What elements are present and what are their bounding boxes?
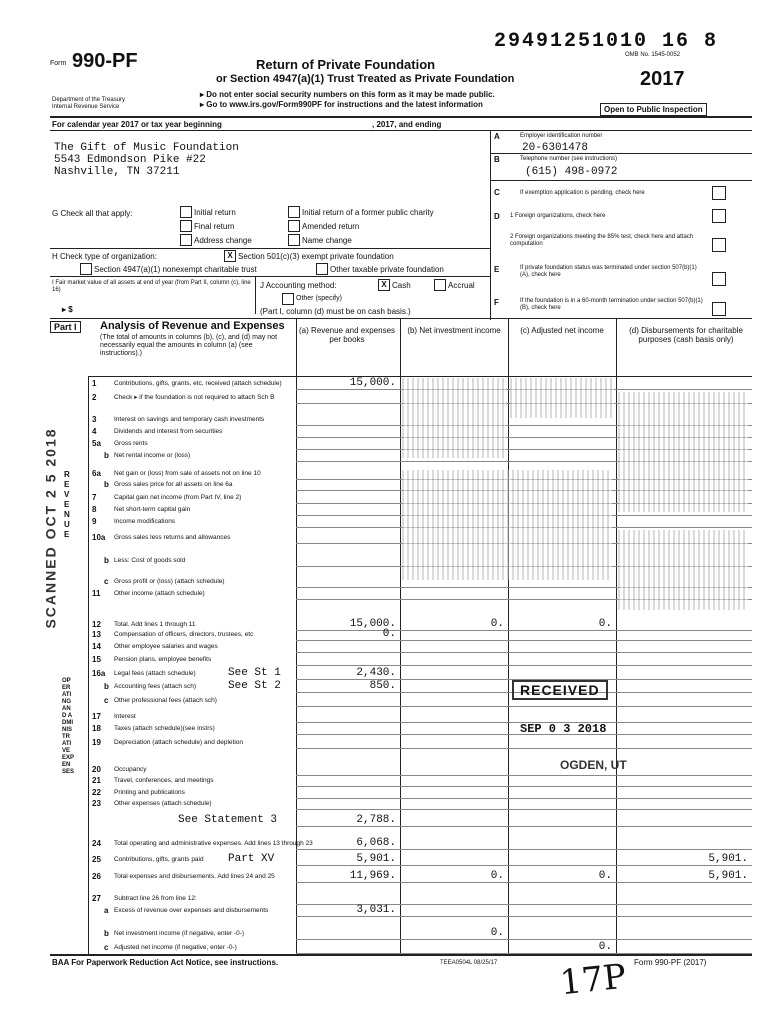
line-label: Legal fees (attach schedule) <box>114 670 196 677</box>
line-label: Subtract line 26 from line 12: <box>114 895 197 902</box>
line-number: 6a <box>92 469 101 478</box>
line-col-d-value[interactable]: 5,901. <box>708 870 748 882</box>
row-rule <box>296 775 752 776</box>
form-title: Return of Private Foundation <box>256 57 436 72</box>
line-label: Contributions, gifts, grants paid <box>114 856 204 863</box>
line-label: Income modifications <box>114 518 176 525</box>
expenses-side-label: OPERATING AND ADMINISTRATIVE EXPENSES <box>62 678 75 775</box>
shaded-cell <box>402 470 612 580</box>
row-rule <box>296 640 752 641</box>
section-h-label: H Check type of organization: <box>52 252 157 261</box>
line-label: Depreciation (attach schedule) and depletion <box>114 739 244 746</box>
4947-checkbox[interactable] <box>80 263 92 275</box>
foreign-85-label: 2 Foreign organizations meeting the 85% test, check here and attach computation <box>510 234 694 247</box>
other-method-label: Other (specify) <box>296 295 342 302</box>
initial-return-checkbox[interactable] <box>180 206 192 218</box>
line-number: 4 <box>92 427 97 436</box>
line-number: b <box>104 929 109 938</box>
line-number: 27 <box>92 894 101 903</box>
line-label: Pension plans, employee benefits <box>114 656 212 663</box>
col-a-header: (a) Revenue and expenses per books <box>298 326 396 344</box>
line-label: Total operating and administrative expenses. Add lines 13 through 23 <box>114 840 313 847</box>
line-label: Gross rents <box>114 440 148 447</box>
line-label: Contributions, gifts, grants, etc, received (attach schedule) <box>114 380 282 387</box>
line-label: Occupancy <box>114 766 147 773</box>
line-col-a-value[interactable]: 6,068. <box>356 837 396 849</box>
ssn-note: ▸ Do not enter social security numbers on this form as it may be made public. <box>200 90 495 99</box>
line-label: Compensation of officers, directors, trustees, etc <box>114 631 254 638</box>
501c3-label: Section 501(c)(3) exempt private foundation <box>238 252 394 261</box>
address-change-label: Address change <box>194 236 252 245</box>
org-address: 5543 Edmondson Pike #22 <box>54 154 206 166</box>
line-label: Other employee salaries and wages <box>114 643 218 650</box>
row-rule <box>296 916 752 917</box>
line-number: 26 <box>92 872 101 881</box>
tax-year: 2017 <box>640 68 685 90</box>
row-rule <box>296 953 752 954</box>
line-number: b <box>104 682 109 691</box>
501c3-checkbox[interactable]: X <box>224 250 236 262</box>
line-number: 20 <box>92 765 101 774</box>
line-col-c-value[interactable]: 0. <box>598 941 612 953</box>
revenue-side-label: REVENUE <box>64 470 70 539</box>
line-label: Dividends and interest from securities <box>114 428 223 435</box>
row-rule <box>296 748 752 749</box>
part1-tag: Part I <box>50 321 81 333</box>
form-number: 990-PF <box>72 50 138 72</box>
row-rule <box>296 849 752 850</box>
final-return-checkbox[interactable] <box>180 220 192 232</box>
terminated-label: If private foundation status was terminated under section 507(b)(1)(A), check here <box>520 265 697 278</box>
line-col-a-value[interactable]: 2,788. <box>356 814 396 826</box>
cash-method-checkbox[interactable]: X <box>378 279 390 291</box>
line-label: Gross sales price for all assets on line 6a <box>114 481 233 488</box>
col-c-header: (c) Adjusted net income <box>520 326 604 335</box>
line-label: Accounting fees (attach sch) <box>114 683 197 690</box>
line-col-b-value[interactable]: 0. <box>490 618 504 630</box>
line-number: a <box>104 906 109 915</box>
line-label: Excess of revenue over expenses and disbursements <box>114 907 269 914</box>
line-col-a-value[interactable]: 0. <box>382 628 396 640</box>
shaded-cell <box>510 378 614 418</box>
line-label: Gross profit or (loss) (attach schedule) <box>114 578 225 585</box>
received-stamp: RECEIVED <box>512 680 608 700</box>
line-number: 10a <box>92 533 106 542</box>
line-label: Other income (attach schedule) <box>114 590 205 597</box>
line-label: Gross sales less returns and allowances <box>114 534 231 541</box>
row-rule <box>296 882 752 883</box>
line-col-c-value[interactable]: 0. <box>598 618 612 630</box>
line-number: 18 <box>92 724 101 733</box>
row-rule <box>296 786 752 787</box>
org-name: The Gift of Music Foundation <box>54 142 239 154</box>
line-col-a-value[interactable]: 11,969. <box>349 870 396 882</box>
line-label: Less: Cost of goods sold <box>114 557 186 564</box>
line-label: Net investment income (if negative, enter -0-) <box>114 930 245 937</box>
line-label: Total expenses and disbursements. Add lines 24 and 25 <box>114 873 275 880</box>
other-taxable-label: Other taxable private foundation <box>330 265 444 274</box>
line-number: 2 <box>92 393 97 402</box>
line-col-b-value[interactable]: 0. <box>490 870 504 882</box>
line-col-a-value[interactable]: 2,430. <box>356 667 396 679</box>
baa-notice: BAA For Paperwork Reduction Act Notice, see instructions. <box>52 958 279 967</box>
form-prefix: Form <box>50 60 67 67</box>
header-rule <box>50 116 752 118</box>
exemption-pending-label: If exemption application is pending, check here <box>520 190 645 196</box>
fmv-dollar: ▸ $ <box>62 305 73 314</box>
amended-return-label: Amended return <box>302 222 360 231</box>
shaded-cell <box>618 530 748 610</box>
line-number: b <box>104 480 109 489</box>
line-label: Capital gain net income (from Part IV, line 2) <box>114 494 242 501</box>
line-number: 22 <box>92 788 101 797</box>
final-return-label: Final return <box>194 222 235 231</box>
4947-label: Section 4947(a)(1) nonexempt charitable trust <box>94 265 257 274</box>
line-statement-note: See St 1 <box>228 667 281 679</box>
line-col-a-value[interactable]: 850. <box>369 680 396 692</box>
line-label: Taxes (attach schedule)(see instrs) <box>114 725 215 732</box>
row-rule <box>296 865 752 866</box>
name-change-label: Name change <box>302 236 352 245</box>
calendar-year-label: For calendar year 2017 or tax year beginning <box>52 120 222 129</box>
website-note: ▸ Go to www.irs.gov/Form990PF for instructions and the latest information <box>200 100 483 109</box>
sixty-month-checkbox[interactable] <box>712 302 726 316</box>
line-number: c <box>104 577 109 586</box>
footer-form-name: Form 990-PF (2017) <box>634 958 707 967</box>
line-col-d-value[interactable]: 5,901. <box>708 853 748 865</box>
line-number: 14 <box>92 642 101 651</box>
accrual-method-label: Accrual <box>448 281 475 290</box>
ogden-stamp: OGDEN, UT <box>560 758 627 772</box>
former-charity-checkbox[interactable] <box>288 206 300 218</box>
line-label: Other expenses (attach schedule) <box>114 800 212 807</box>
line-number: 12 <box>92 620 101 629</box>
address-change-checkbox[interactable] <box>180 234 192 246</box>
row-rule <box>296 706 752 707</box>
line-label: Total. Add lines 1 through 11 <box>114 621 196 628</box>
amended-return-checkbox[interactable] <box>288 220 300 232</box>
line-number: 3 <box>92 415 97 424</box>
line-label: Interest on savings and temporary cash investments <box>114 416 265 423</box>
other-method-checkbox[interactable] <box>282 293 294 305</box>
cash-basis-note: (Part I, column (d) must be on cash basis.) <box>260 307 411 316</box>
line-number: 17 <box>92 712 101 721</box>
open-inspection-label: Open to Public Inspection <box>600 103 707 116</box>
line-label: Adjusted net income (if negative, enter -0-) <box>114 944 237 951</box>
section-j-label: J Accounting method: <box>260 281 337 290</box>
line-number: 1 <box>92 379 97 388</box>
line-number: b <box>104 451 109 460</box>
terminated-checkbox[interactable] <box>712 272 726 286</box>
line-col-a-value[interactable]: 15,000. <box>349 618 396 630</box>
department-label: Department of the Treasury <box>52 97 126 103</box>
foreign-85-checkbox[interactable] <box>712 238 726 252</box>
line-number: 13 <box>92 630 101 639</box>
part1-title: Analysis of Revenue and Expenses <box>100 320 285 332</box>
col-d-header: (d) Disbursements for charitable purposes (cash basis only) <box>629 326 743 344</box>
foreign-org-checkbox[interactable] <box>712 209 726 223</box>
line-number: c <box>104 943 109 952</box>
line-label: Check ▸ if the foundation is not required to attach Sch B <box>114 394 275 401</box>
line-number: 5a <box>92 439 101 448</box>
calendar-year-ending: , 2017, and ending <box>372 120 442 129</box>
dln-number: 29491251010 16 8 <box>494 30 719 53</box>
line-number: 15 <box>92 655 101 664</box>
row-rule <box>296 826 752 827</box>
line-col-a-value[interactable]: 5,901. <box>356 853 396 865</box>
line-label: Printing and publications <box>114 789 185 796</box>
line-label: Other professional fees (attach sch) <box>114 697 217 704</box>
initial-return-label: Initial return <box>194 208 236 217</box>
row-rule <box>296 665 752 666</box>
line-col-a-value[interactable]: 15,000. <box>349 377 396 389</box>
name-change-checkbox[interactable] <box>288 234 300 246</box>
received-date-stamp: SEP 0 3 2018 <box>520 722 607 736</box>
handwritten-mark: 17P <box>558 956 629 1004</box>
shaded-cell <box>402 378 506 458</box>
accrual-method-checkbox[interactable] <box>434 279 446 291</box>
line-col-a-value[interactable]: 3,031. <box>356 904 396 916</box>
other-taxable-checkbox[interactable] <box>316 263 328 275</box>
part1-description: (The total of amounts in columns (b), (c), and (d) may not necessarily equal the amounts in column (a) (see instructions).) <box>100 334 278 357</box>
ein-label: Employer identification number <box>520 133 603 139</box>
line-number: 19 <box>92 738 101 747</box>
line-number: 23 <box>92 799 101 808</box>
line-statement-note: Part XV <box>228 853 275 865</box>
scanned-stamp: SCANNED OCT 2 5 2018 <box>42 427 59 629</box>
line-number: 24 <box>92 839 101 848</box>
line-number: c <box>104 696 109 705</box>
former-charity-label: Initial return of a former public charity <box>302 208 434 217</box>
form-subtitle: or Section 4947(a)(1) Trust Treated as Private Foundation <box>216 73 515 85</box>
line-col-b-value[interactable]: 0. <box>490 927 504 939</box>
col-b-header: (b) Net investment income <box>407 326 501 335</box>
line-number: 25 <box>92 855 101 864</box>
foreign-org-label: 1 Foreign organizations, check here <box>510 213 606 219</box>
line-statement-note: See Statement 3 <box>178 814 278 826</box>
row-rule <box>296 809 752 810</box>
section-i-label: I Fair market value of all assets at end of year (from Part II, column (c), line 16) <box>52 280 251 293</box>
form-code: TEEA0504L 08/25/17 <box>440 960 498 966</box>
line-statement-note: See St 2 <box>228 680 281 692</box>
row-rule <box>296 939 752 940</box>
line-number: 16a <box>92 669 106 678</box>
line-number: 8 <box>92 505 97 514</box>
line-number: 9 <box>92 517 97 526</box>
line-label: Net short-term capital gain <box>114 506 191 513</box>
line-number: 7 <box>92 493 97 502</box>
line-label: Interest <box>114 713 136 720</box>
sixty-month-label: If the foundation is in a 60-month termination under section 507(b)(1)(B), check here <box>520 298 703 311</box>
exemption-pending-checkbox[interactable] <box>712 186 726 200</box>
line-label: Travel, conferences, and meetings <box>114 777 214 784</box>
org-city: Nashville, TN 37211 <box>54 166 180 178</box>
cash-method-label: Cash <box>392 281 411 290</box>
line-col-c-value[interactable]: 0. <box>598 870 612 882</box>
line-number: 11 <box>92 589 101 598</box>
line-label: Net gain or (loss) from sale of assets not on line 10 <box>114 470 261 477</box>
phone-value: (615) 498-0972 <box>525 166 618 178</box>
shaded-cell <box>618 392 748 512</box>
omb-number: OMB No. 1545-0052 <box>625 52 681 58</box>
ein-value: 20-6301478 <box>522 142 589 154</box>
line-label: Net rental income or (loss) <box>114 452 191 459</box>
row-rule <box>296 798 752 799</box>
irs-label: Internal Revenue Service <box>52 104 120 110</box>
phone-label: Telephone number (see instructions) <box>520 156 618 162</box>
line-number: 21 <box>92 776 101 785</box>
line-number: b <box>104 556 109 565</box>
row-rule <box>296 652 752 653</box>
section-g-label: G Check all that apply: <box>52 209 133 218</box>
